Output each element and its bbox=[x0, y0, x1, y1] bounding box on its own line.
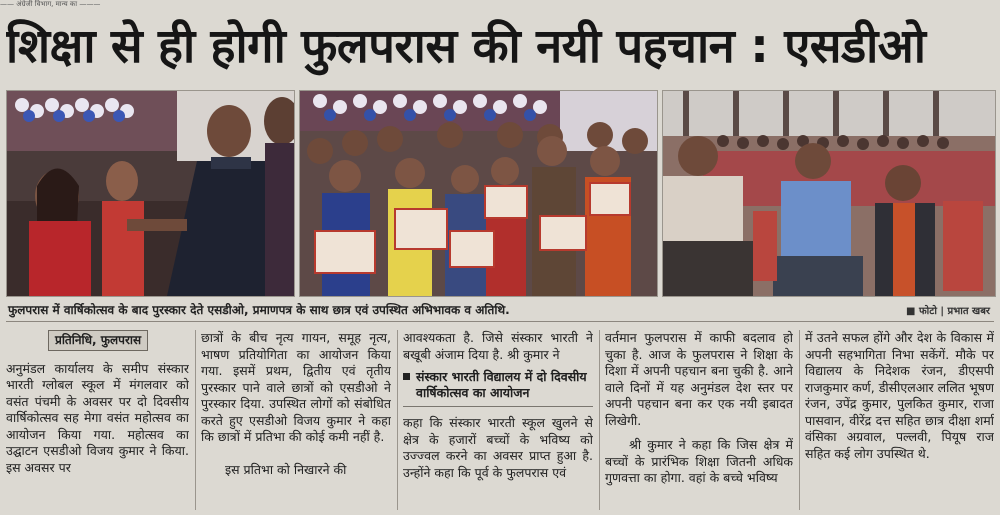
article-text-col2a: छात्रों के बीच नृत्य गायन, समूह नृत्य, भाषण प्रतियोगिता का आयोजन किया गया. इसमें प्रथम, द्वितीय एवं तृतीय पुरस्कार पाने वाले छात्रों को एसडीओ ने पुरस्कार दिया. उपस्थित लोगों को संबोधित करते हुए एसडीओ विजय कुमार ने कहा कि छात्रों में प्रतिभा की कोई कमी नहीं है. bbox=[201, 330, 391, 444]
article-subheading bbox=[403, 369, 593, 407]
bullet-square-icon bbox=[403, 373, 410, 380]
photo-audience-guests bbox=[662, 90, 996, 297]
top-strip: —— अंग्रेजी विभाग, मान्य का ——— bbox=[0, 0, 101, 8]
article-text-col2b: इस प्रतिभा को निखारने की bbox=[225, 461, 347, 477]
article-text-col4b: श्री कुमार ने कहा कि जिस क्षेत्र में बच्चों के प्रारंभिक शिक्षा जितनी अधिक गुणवत्ता का होगा. वहां के बच्चे भविष्य bbox=[605, 437, 793, 485]
column-divider bbox=[599, 330, 600, 510]
article-column-1 bbox=[6, 330, 189, 512]
photo-students-certificates bbox=[299, 90, 658, 297]
photo-award-ceremony bbox=[6, 90, 295, 297]
article-text-col3a: आवश्यकता है. जिसे संस्कार भारती ने बखूबी अंजाम दिया है. श्री कुमार ने bbox=[403, 330, 593, 362]
column-divider bbox=[799, 330, 800, 510]
article-column-3 bbox=[403, 330, 593, 512]
headline: शिक्षा से ही होगी फुलपरास की नयी पहचान : एसडीओ bbox=[6, 19, 926, 74]
article-column-4 bbox=[605, 330, 793, 512]
article-text-col4a: वर्तमान फुलपरास में काफी बदलाव हो चुका है. आज के फुलपरास ने शिक्षा के दिशा में अपनी पहचान बना चुकी है. आने वाले दिनों में यह अनुमंडल देश स्तर पर अपनी पहचान बना कर एक नयी इबादत लिखेगी. bbox=[605, 330, 793, 428]
column-divider bbox=[195, 330, 196, 510]
article-column-5 bbox=[805, 330, 994, 512]
byline: प्रतिनिधि, फुलपरास bbox=[48, 330, 148, 351]
column-divider bbox=[397, 330, 398, 510]
article-column-2 bbox=[201, 330, 391, 512]
article-text-col3b: कहा कि संस्कार भारती स्कूल खुलने से क्षेत्र के हजारों बच्चों के भविष्य को उज्ज्वल करने का अवसर प्राप्त हुआ है. उन्होंने कहा कि पूर्व के फुलपरास एवं bbox=[403, 415, 593, 480]
photo-caption: फुलपरास में वार्षिकोत्सव के बाद पुरस्कार देते एसडीओ, प्रमाणपत्र के साथ छात्र एवं उपस्थित अभिभावक व अतिथि. bbox=[8, 303, 510, 317]
photo-credit: ■ फोटो | प्रभात खबर bbox=[906, 306, 990, 317]
photo-caption-bar bbox=[6, 297, 994, 322]
article-text-col1: अनुमंडल कार्यालय के समीप संस्कार भारती ग्लोबल स्कूल में मंगलवार को वसंत पंचमी के अवसर पर दो दिवसीय वार्षिकोत्सव सह मेगा वसंत महोत्सव का आयोजन किया गया. महोत्सव का उद्घाटन एसडीओ विजय कुमार ने किया. इस अवसर पर bbox=[6, 360, 189, 475]
article-text-col5: में उतने सफल होंगे और देश के विकास में अपनी सहभागिता निभा सकेंगें. मौके पर विद्यालय के निदेशक रंजन, डीएसपी राजकुमार कर्ण, डीसीएलआर ललित भूषण रंजन, उपेंद्र कुमार, पुलकित कुमार, राजा पासवान, वीरेंद्र दत्त सहित छात्र दीक्षा शर्मा वंसिका अग्रवाल, पल्लवी, पियूष राज सहित कई लोग उपस्थित थे. bbox=[805, 330, 994, 461]
subheading-text: संस्कार भारती विद्यालय में दो दिवसीय वार्षिकोत्सव का आयोजन bbox=[416, 369, 587, 400]
